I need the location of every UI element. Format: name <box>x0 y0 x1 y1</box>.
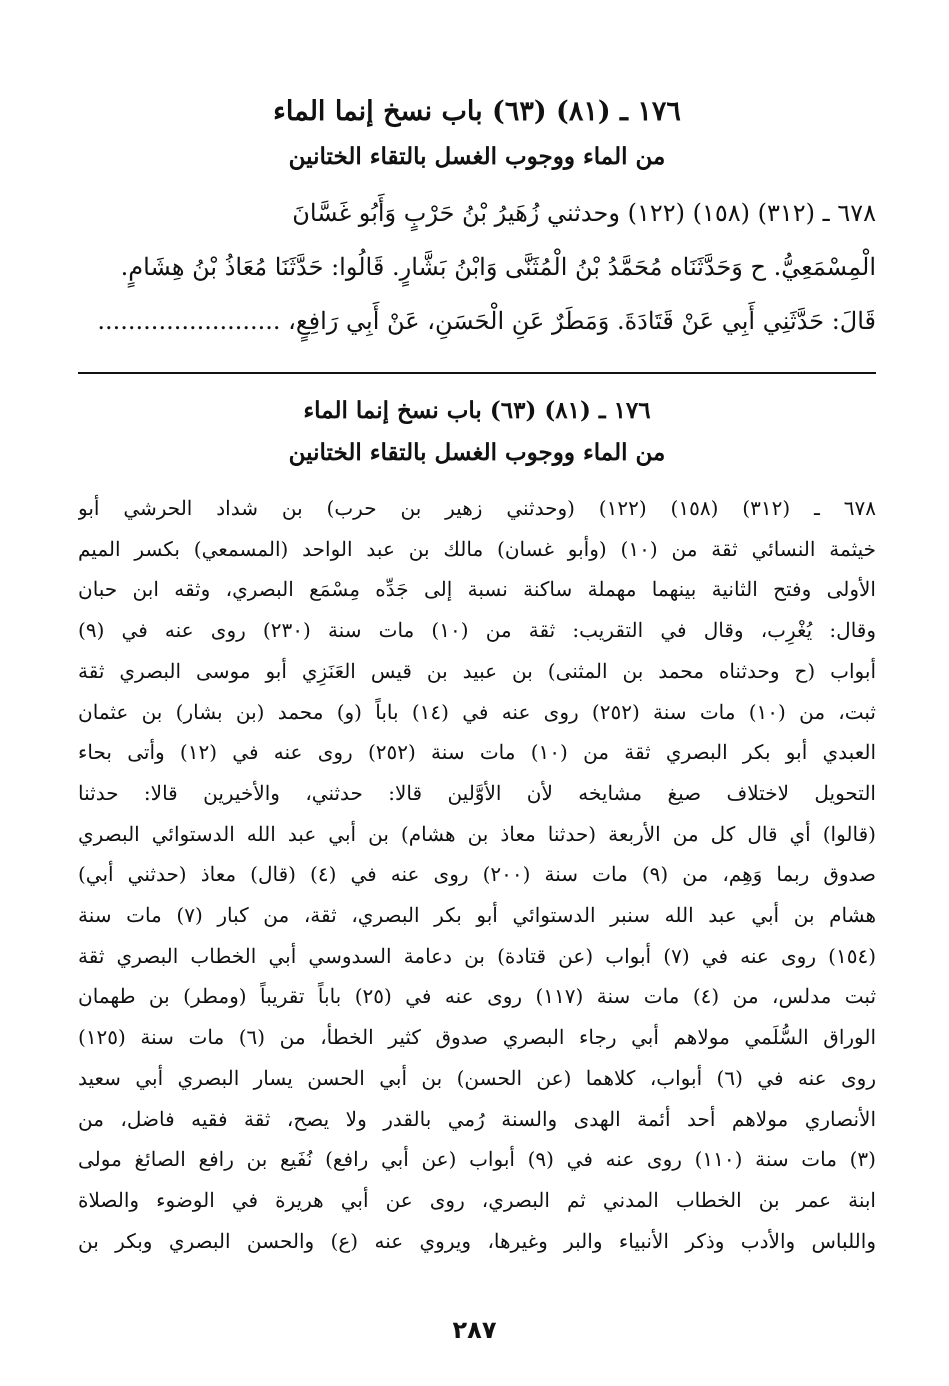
commentary-line: ثبت مدلس، من (٤) مات سنة (١١٧) روى عنه في (٢٥) باباً تقريباً (ومطر) بن طهمان <box>78 984 876 1009</box>
commentary-line: العبدي أبو بكر البصري ثقة من (١٠) مات سنة (٢٥٢) روى عنه في (١٢) وأتى بحاء <box>78 740 876 765</box>
section-divider <box>78 372 876 374</box>
commentary-line: أبواب (ح وحدثناه محمد بن المثنى) بن عبيد بن قيس العَنَزِي أبو موسى البصري ثقة <box>78 658 876 683</box>
commentary-line: الأنصاري مولاهم أحد أئمة الهدى والسنة رُمي بالقدر ولا يصح، ثقة فقيه فاضل، من <box>78 1106 876 1131</box>
commentary-line: (١٥٤) روى عنه في (٧) أبواب (عن قتادة) بن دعامة السدوسي أبي الخطاب البصري ثقة <box>78 943 876 968</box>
hadith-line: قَالَ: حَدَّثَنِي أَبِي عَنْ قَتَادَةَ. وَمَطَرٌ عَنِ الْحَسَنِ، عَنْ أَبِي رَافِعٍ، ........................ <box>97 307 876 335</box>
hadith-text <box>78 186 876 348</box>
commentary-text <box>78 488 876 1261</box>
page-number: ٢٨٧ <box>452 1316 497 1344</box>
hadith-line: ٦٧٨ ـ (٣١٢) (١٥٨) (١٢٢) وحدثني زُهَيرُ بْنُ حَرْبٍ وَأَبُو غَسَّانَ <box>292 199 876 227</box>
chapter-subtitle: من الماء ووجوب الغسل بالتقاء الختانين <box>288 143 666 170</box>
commentary-line: صدوق ربما وَهِم، من (٩) مات سنة (٢٠٠) روى عنه في (٤) (قال) معاذ (حدثني أبي) <box>78 862 876 887</box>
hadith-line: الْمِسْمَعِيُّ. ح وَحَدَّثَنَاه مُحَمَّدُ بْنُ الْمُثَنَّى وَابْنُ بَشَّارٍ. قَالُوا: حَدَّثَنَا مُعَاذُ بْنُ هِشَامٍ. <box>120 253 876 281</box>
chapter-title: ١٧٦ ـ (٨١) (٦٣) باب نسخ إنما الماء <box>273 96 681 127</box>
commentary-line: ثبت، من (١٠) مات سنة (٢٥٢) روى عنه في (١٤) باباً (و) محمد (بن بشار) بن عثمان <box>78 699 876 724</box>
commentary-line: واللباس والأدب وذكر الأنبياء والبر وغيرها، ويروي عنه (ع) والحسن البصري وبكر بن <box>78 1228 876 1253</box>
commentary-line: خيثمة النسائي ثقة من (١٠) (وأبو غسان) مالك بن عبد الواحد (المسمعي) بكسر الميم <box>78 536 876 561</box>
commentary-line: ابنة عمر بن الخطاب المدني ثم البصري، روى عن أبي هريرة في الوضوء والصلاة <box>78 1187 876 1212</box>
commentary-line: هشام بن أبي عبد الله سنبر الدستوائي أبو بكر البصري، ثقة، من كبار (٧) مات سنة <box>78 903 876 928</box>
commentary-chapter-subtitle: من الماء ووجوب الغسل بالتقاء الختانين <box>288 439 666 466</box>
commentary-line: التحويل لاختلاف صيغ مشايخه لأن الأوَّلين قالا: حدثني، والأخيرين قالا: حدثنا <box>78 780 876 805</box>
commentary-line: روى عنه في (٦) أبواب، كلاهما (عن الحسن) بن أبي الحسن يسار البصري أبي سعيد <box>78 1065 876 1090</box>
page-body <box>78 88 876 1261</box>
commentary-line: ٦٧٨ ـ (٣١٢) (١٥٨) (١٢٢) (وحدثني زهير بن حرب) بن شداد الحرشي أبو <box>78 496 876 520</box>
commentary-line: وقال: يُغْرِب، وقال في التقريب: ثقة من (١٠) مات سنة (٢٣٠) روى عنه في (٩) <box>78 618 876 643</box>
commentary-line: (٣) مات سنة (١١٠) روى عنه في (٩) أبواب (عن أبي رافع) نُفَيع بن رافع الصائغ مولى <box>78 1147 876 1172</box>
commentary-line: الوراق السُّلَمي مولاهم أبي رجاء البصري صدوق كثير الخطأ، من (٦) مات سنة (١٢٥) <box>78 1025 876 1050</box>
commentary-line: الأولى وفتح الثانية بينهما مهملة ساكنة نسبة إلى جَدِّه مِسْمَع البصري، وثقه ابن حبان <box>78 577 876 602</box>
commentary-line: (قالوا) أي قال كل من الأربعة (حدثنا معاذ بن هشام) بن أبي عبد الله الدستوائي البصري <box>78 821 876 846</box>
commentary-chapter-title: ١٧٦ ـ (٨١) (٦٣) باب نسخ إنما الماء <box>303 397 651 424</box>
